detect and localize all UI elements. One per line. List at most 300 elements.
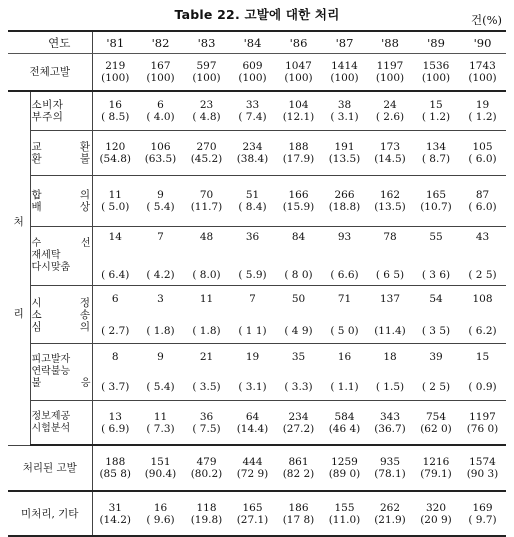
cell-percent: ( 3.1) xyxy=(238,381,267,393)
data-cell xyxy=(322,344,367,401)
year-header: '82 xyxy=(138,31,183,54)
cell-percent: ( 5.0) xyxy=(101,201,130,213)
cell-percent: ( 7.3) xyxy=(146,422,175,435)
cell-percent: ( 1.2) xyxy=(468,111,497,123)
data-cell xyxy=(183,91,230,131)
cell-percent: ( 6.2) xyxy=(468,324,497,337)
data-cell xyxy=(230,227,275,286)
group-label-char: 리 xyxy=(13,308,24,321)
cell-percent: (100) xyxy=(468,72,497,84)
row-label-line: 수 선 xyxy=(31,238,91,249)
cell-percent: (76 0) xyxy=(466,422,499,435)
cell-count: 106 xyxy=(150,141,171,153)
cell-percent: ( 8.7) xyxy=(421,153,451,165)
cell-percent: ( 2 5) xyxy=(421,381,451,393)
cell-count: 9 xyxy=(157,351,164,363)
data-cell xyxy=(183,401,230,446)
cell-percent: (14.4) xyxy=(236,422,269,435)
cell-percent: (38.4) xyxy=(236,153,269,165)
cell-percent: ( 1.1) xyxy=(330,381,359,393)
data-cell xyxy=(322,91,367,131)
cell-count: 754 xyxy=(425,410,447,423)
cell-count: 1536 xyxy=(422,60,450,72)
cell-count: 444 xyxy=(242,456,263,468)
row-label-line: 시험분석 xyxy=(31,422,71,434)
row-label xyxy=(8,54,92,92)
row-label-line: 처리된 고발 xyxy=(22,462,77,474)
data-cell xyxy=(275,227,322,286)
data-cell xyxy=(367,286,413,344)
data-cell xyxy=(275,131,322,176)
cell-percent: ( 3.1) xyxy=(330,111,359,123)
cell-count: 11 xyxy=(199,292,214,305)
data-cell xyxy=(230,286,275,344)
data-cell xyxy=(413,401,459,446)
cell-count: 191 xyxy=(334,141,355,153)
cell-percent: ( 6.6) xyxy=(330,269,359,281)
row-label xyxy=(30,344,92,401)
data-cell xyxy=(230,91,275,131)
row-label-line: 소 송 xyxy=(31,308,91,321)
cell-count: 1259 xyxy=(331,456,358,468)
cell-percent: ( 7.5) xyxy=(192,422,221,435)
cell-count: 39 xyxy=(429,351,443,363)
year-header: '81 xyxy=(92,31,138,54)
data-cell xyxy=(367,91,413,131)
data-cell xyxy=(367,445,413,491)
cell-percent: ( 3 6) xyxy=(421,269,451,281)
cell-count: 234 xyxy=(288,410,309,423)
table-row-agency xyxy=(8,401,506,446)
cell-count: 343 xyxy=(379,410,401,423)
year-header: '84 xyxy=(230,31,275,54)
cell-percent: ( 9.7) xyxy=(468,513,497,526)
cell-percent: (100) xyxy=(330,72,359,84)
data-cell xyxy=(275,491,322,536)
row-label-line: 연락불능 xyxy=(31,366,71,377)
row-label xyxy=(30,401,92,446)
data-cell xyxy=(413,344,459,401)
data-cell xyxy=(275,286,322,344)
data-cell xyxy=(322,286,367,344)
cell-count: 1743 xyxy=(469,60,496,72)
data-cell xyxy=(138,491,183,536)
data-cell xyxy=(413,176,459,227)
data-cell xyxy=(92,54,138,92)
row-label-line: 배 상 xyxy=(31,201,91,213)
cell-percent: ( 8.4) xyxy=(238,201,267,213)
cell-count: 64 xyxy=(245,410,260,423)
data-cell xyxy=(183,445,230,491)
row-label-line: 전체고발 xyxy=(29,66,71,78)
cell-count: 51 xyxy=(245,189,260,201)
cell-count: 24 xyxy=(383,99,397,111)
data-cell xyxy=(92,227,138,286)
cell-percent: (11.4) xyxy=(374,324,406,337)
row-label xyxy=(30,286,92,344)
data-cell xyxy=(138,401,183,446)
cell-count: 188 xyxy=(105,456,126,468)
cell-percent: (11.0) xyxy=(328,513,361,526)
cell-count: 609 xyxy=(242,60,263,72)
cell-count: 16 xyxy=(337,351,352,363)
row-label-line: 시 정 xyxy=(31,296,91,309)
cell-percent: (100) xyxy=(421,72,451,84)
cell-count: 15 xyxy=(475,351,490,363)
cell-percent: (18.8) xyxy=(328,201,361,213)
data-cell xyxy=(367,491,413,536)
data-cell xyxy=(92,286,138,344)
unit-label: 건(%) xyxy=(470,13,502,27)
cell-count: 50 xyxy=(291,292,306,305)
cell-percent: ( 3.7) xyxy=(101,381,130,393)
row-label xyxy=(30,176,92,227)
data-cell xyxy=(322,401,367,446)
cell-percent: (89 0) xyxy=(328,468,361,480)
data-cell xyxy=(413,491,459,536)
table-row-exchange xyxy=(8,131,506,176)
cell-percent: (17 8) xyxy=(282,513,315,526)
table-row-total xyxy=(8,54,506,92)
cell-percent: ( 6.9) xyxy=(101,422,130,435)
group-label xyxy=(8,91,30,445)
cell-count: 155 xyxy=(334,501,355,514)
data-cell xyxy=(413,445,459,491)
data-cell xyxy=(367,131,413,176)
data-cell xyxy=(367,344,413,401)
cell-percent: (19.8) xyxy=(190,513,223,526)
cell-percent: (12.1) xyxy=(282,111,315,123)
data-cell xyxy=(138,54,183,92)
cell-count: 234 xyxy=(242,141,263,153)
cell-count: 11 xyxy=(108,189,122,201)
cell-count: 1197 xyxy=(469,410,496,423)
cell-percent: (100) xyxy=(101,72,130,84)
row-label-line: 다시맞춤 xyxy=(31,262,71,273)
cell-count: 84 xyxy=(291,231,306,243)
data-cell xyxy=(275,91,322,131)
cell-count: 38 xyxy=(337,99,352,111)
cell-percent: ( 3 5) xyxy=(421,324,451,337)
data-cell xyxy=(275,401,322,446)
row-label xyxy=(8,491,92,536)
cell-percent: (90.4) xyxy=(144,468,177,480)
row-label-line: 부주의 xyxy=(31,111,64,123)
cell-count: 70 xyxy=(199,189,214,201)
data-cell xyxy=(230,344,275,401)
cell-percent: (13.5) xyxy=(328,153,361,165)
row-label-line: 정보제공 xyxy=(31,410,71,422)
cell-percent: ( 2.7) xyxy=(101,324,130,337)
year-header: '90 xyxy=(459,31,506,54)
data-cell xyxy=(230,131,275,176)
row-label xyxy=(30,91,92,131)
cell-count: 21 xyxy=(199,351,214,363)
cell-percent: (85 8) xyxy=(99,468,132,480)
cell-count: 36 xyxy=(245,231,260,243)
cell-percent: ( 0.9) xyxy=(468,381,497,393)
data-cell xyxy=(413,286,459,344)
cell-percent: ( 2.6) xyxy=(375,111,405,123)
cell-count: 108 xyxy=(472,292,493,305)
header-row xyxy=(8,31,506,54)
cell-percent: (15.9) xyxy=(282,201,315,213)
cell-count: 105 xyxy=(472,141,493,153)
data-cell xyxy=(183,344,230,401)
cell-percent: ( 5.4) xyxy=(146,201,175,213)
cell-percent: ( 8 0) xyxy=(284,269,313,281)
row-label xyxy=(8,445,92,491)
data-cell xyxy=(322,445,367,491)
cell-count: 8 xyxy=(111,351,119,363)
data-cell xyxy=(230,491,275,536)
cell-count: 935 xyxy=(379,456,401,468)
cell-count: 78 xyxy=(383,231,397,243)
year-header: '88 xyxy=(367,31,413,54)
cell-count: 43 xyxy=(475,231,490,243)
data-cell xyxy=(138,227,183,286)
row-label-line: 미처리, 기타 xyxy=(21,507,79,520)
row-label-line: 불 응 xyxy=(31,378,91,389)
cell-count: 166 xyxy=(288,189,309,201)
cell-count: 6 xyxy=(111,292,119,305)
data-cell xyxy=(275,344,322,401)
cell-count: 165 xyxy=(425,189,447,201)
cell-count: 13 xyxy=(108,410,122,423)
cell-percent: (17.9) xyxy=(282,153,315,165)
cell-count: 1197 xyxy=(376,60,404,72)
data-cell xyxy=(459,91,506,131)
cell-count: 219 xyxy=(105,60,126,72)
data-cell xyxy=(459,54,506,92)
cell-count: 87 xyxy=(475,189,490,201)
cell-percent: (20 9) xyxy=(420,513,452,526)
data-cell xyxy=(230,54,275,92)
cell-percent: ( 6 5) xyxy=(375,269,405,281)
year-header: '86 xyxy=(275,31,322,54)
row-label-line: 교 환 xyxy=(31,141,91,153)
cell-percent: (36.7) xyxy=(374,422,406,435)
table-row-processed xyxy=(8,445,506,491)
cell-percent: (82 2) xyxy=(282,468,315,480)
data-cell xyxy=(183,491,230,536)
table-row-consumer xyxy=(8,91,506,131)
cell-percent: ( 6.0) xyxy=(468,201,497,213)
cell-count: 48 xyxy=(199,231,214,243)
data-cell xyxy=(322,54,367,92)
cell-count: 162 xyxy=(379,189,401,201)
row-label-line: 피고발자 xyxy=(31,354,71,365)
cell-count: 14 xyxy=(108,231,122,243)
cell-count: 3 xyxy=(157,292,164,305)
group-label-char: 처 xyxy=(13,216,24,229)
cell-count: 1047 xyxy=(285,60,312,72)
data-table xyxy=(8,30,506,537)
data-cell xyxy=(275,54,322,92)
year-header: '83 xyxy=(183,31,230,54)
cell-percent: (100) xyxy=(284,72,313,84)
cell-percent: (45.2) xyxy=(190,153,223,165)
cell-count: 7 xyxy=(157,231,164,243)
cell-percent: (62 0) xyxy=(420,422,452,435)
cell-count: 134 xyxy=(425,141,447,153)
cell-percent: (100) xyxy=(375,72,405,84)
cell-percent: (13.5) xyxy=(374,201,406,213)
cell-count: 173 xyxy=(379,141,401,153)
cell-percent: ( 8.5) xyxy=(101,111,130,123)
cell-percent: ( 2 5) xyxy=(468,269,497,281)
header-label: 연도 xyxy=(8,31,92,54)
data-cell xyxy=(183,176,230,227)
cell-percent: ( 5 0) xyxy=(330,324,359,337)
cell-percent: (80.2) xyxy=(190,468,223,480)
data-cell xyxy=(413,227,459,286)
cell-count: 33 xyxy=(245,99,260,111)
cell-count: 19 xyxy=(475,99,490,111)
cell-percent: (27.2) xyxy=(282,422,315,435)
cell-percent: (11.7) xyxy=(190,201,223,213)
cell-count: 1574 xyxy=(469,456,496,468)
cell-count: 16 xyxy=(108,99,122,111)
cell-percent: ( 6.0) xyxy=(468,153,497,165)
cell-count: 11 xyxy=(153,410,168,423)
cell-percent: (100) xyxy=(192,72,221,84)
data-cell xyxy=(413,91,459,131)
cell-percent: (27.1) xyxy=(236,513,269,526)
row-label-line: 환 불 xyxy=(31,153,91,165)
cell-percent: ( 1.5) xyxy=(375,381,405,393)
cell-percent: ( 3.3) xyxy=(284,381,313,393)
cell-count: 118 xyxy=(196,501,217,514)
cell-percent: ( 1.2) xyxy=(421,111,451,123)
cell-percent: (63.5) xyxy=(144,153,177,165)
cell-percent: ( 4.0) xyxy=(146,111,175,123)
cell-count: 479 xyxy=(196,456,217,468)
table-row-unprocessed xyxy=(8,491,506,536)
cell-count: 1216 xyxy=(422,456,450,468)
cell-percent: (46 4) xyxy=(328,422,361,435)
cell-count: 165 xyxy=(242,501,263,514)
cell-percent: ( 7.4) xyxy=(238,111,267,123)
data-cell xyxy=(367,54,413,92)
cell-percent: ( 1 1) xyxy=(238,324,267,337)
data-cell xyxy=(322,131,367,176)
data-cell xyxy=(413,131,459,176)
cell-percent: ( 3.5) xyxy=(192,381,221,393)
cell-count: 55 xyxy=(429,231,443,243)
data-cell xyxy=(138,91,183,131)
cell-count: 18 xyxy=(383,351,397,363)
data-cell xyxy=(459,227,506,286)
cell-percent: ( 1.8) xyxy=(192,324,221,337)
cell-count: 19 xyxy=(245,351,260,363)
cell-count: 169 xyxy=(472,501,493,514)
data-cell xyxy=(275,445,322,491)
cell-percent: ( 1.8) xyxy=(146,324,175,337)
data-cell xyxy=(230,401,275,446)
cell-percent: ( 9.6) xyxy=(146,513,175,526)
cell-percent: ( 5.4) xyxy=(146,381,175,393)
row-label-line: 심 의 xyxy=(31,320,91,333)
data-cell xyxy=(92,491,138,536)
data-cell xyxy=(459,286,506,344)
cell-count: 137 xyxy=(379,292,401,305)
cell-count: 188 xyxy=(288,141,309,153)
cell-count: 36 xyxy=(199,410,214,423)
cell-count: 71 xyxy=(337,292,352,305)
cell-percent: (100) xyxy=(238,72,267,84)
data-cell xyxy=(322,227,367,286)
cell-percent: (100) xyxy=(146,72,175,84)
row-label-line: 소비자 xyxy=(31,99,64,111)
cell-count: 186 xyxy=(288,501,309,514)
cell-count: 6 xyxy=(157,99,164,111)
cell-count: 104 xyxy=(288,99,309,111)
data-cell xyxy=(367,176,413,227)
cell-count: 584 xyxy=(334,410,355,423)
cell-count: 93 xyxy=(337,231,352,243)
data-cell xyxy=(459,445,506,491)
data-cell xyxy=(230,445,275,491)
cell-count: 31 xyxy=(108,501,122,514)
cell-count: 23 xyxy=(199,99,214,111)
cell-count: 54 xyxy=(429,292,443,305)
cell-percent: (78.1) xyxy=(374,468,406,480)
data-cell xyxy=(322,176,367,227)
cell-count: 16 xyxy=(153,501,168,514)
data-cell xyxy=(275,176,322,227)
data-cell xyxy=(459,176,506,227)
row-label xyxy=(30,227,92,286)
data-cell xyxy=(138,176,183,227)
data-cell xyxy=(459,131,506,176)
cell-percent: (10.7) xyxy=(420,201,452,213)
data-cell xyxy=(230,176,275,227)
data-cell xyxy=(459,401,506,446)
cell-count: 167 xyxy=(150,60,171,72)
cell-count: 861 xyxy=(288,456,309,468)
table-row-market xyxy=(8,286,506,344)
data-cell xyxy=(459,491,506,536)
table-row-agreement xyxy=(8,176,506,227)
data-cell xyxy=(92,131,138,176)
data-cell xyxy=(138,286,183,344)
row-label-line: 재세탁 xyxy=(31,250,61,261)
data-cell xyxy=(367,227,413,286)
row-label xyxy=(30,131,92,176)
data-cell xyxy=(92,401,138,446)
cell-percent: (54.8) xyxy=(99,153,132,165)
cell-count: 597 xyxy=(196,60,217,72)
cell-percent: (14.2) xyxy=(99,513,132,526)
cell-count: 15 xyxy=(429,99,443,111)
cell-percent: ( 8.0) xyxy=(192,269,221,281)
data-cell xyxy=(183,286,230,344)
cell-percent: (79.1) xyxy=(420,468,452,480)
cell-count: 270 xyxy=(196,141,217,153)
data-cell xyxy=(183,227,230,286)
data-cell xyxy=(92,91,138,131)
table-row-repair xyxy=(8,227,506,286)
cell-percent: ( 5.9) xyxy=(238,269,267,281)
cell-count: 266 xyxy=(334,189,355,201)
data-cell xyxy=(413,54,459,92)
cell-percent: ( 4.2) xyxy=(146,269,175,281)
cell-count: 320 xyxy=(425,501,447,514)
table-row-unreachable xyxy=(8,344,506,401)
cell-percent: ( 4.8) xyxy=(192,111,221,123)
cell-count: 262 xyxy=(379,501,401,514)
